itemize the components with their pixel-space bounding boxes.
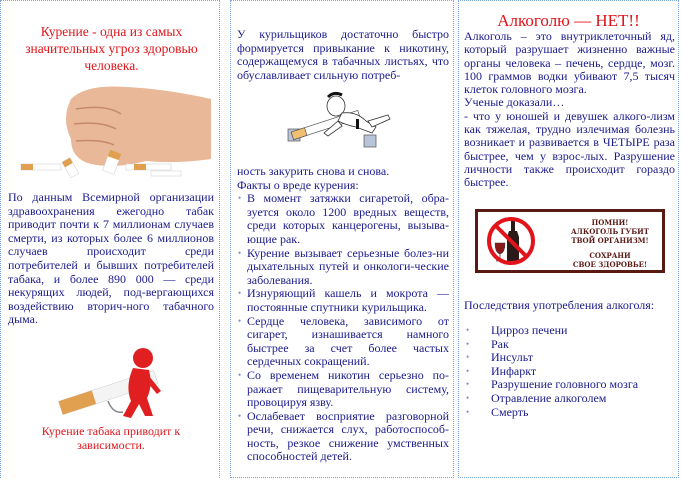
consequence-text: Отравление алкоголем: [491, 390, 607, 405]
scientists-proved: Ученые доказали…: [464, 95, 565, 110]
consequence-text: Инфаркт: [491, 363, 537, 378]
consequence-text: Рак: [491, 336, 509, 351]
fact-item: [237, 315, 449, 369]
alcohol-text: [464, 30, 675, 190]
sign-line: ТВОЙ ОРГАНИЗМ!: [571, 236, 649, 245]
bullet-icon: •: [466, 338, 470, 349]
column-smoking-threat: [0, 0, 220, 478]
fact-item: [237, 192, 449, 246]
fact-text: Изнуряющий кашель и мокрота — постоянные спутники курильщика.: [247, 286, 449, 314]
karate-man-breaking-cigarette-image: [276, 91, 396, 151]
bullet-icon: •: [238, 369, 242, 380]
bullet-icon: •: [466, 352, 470, 363]
nicotine-addiction-intro-continued: ность закурить снова и снова.: [237, 164, 390, 178]
alcohol-paragraph: Алкоголь – это внутриклеточный яд, который разрушает жизненно важные органы человека – печень, сердце, мозг. 100 граммов водки убивают 7,5 тысяч клеток головного мозга.: [464, 29, 675, 97]
fact-item: [237, 247, 449, 288]
fact-item: [237, 287, 449, 314]
fact-text: Ослабевает восприятие разговорной речи, снижается слух, работоспособ-ность, резкое снижение умственных способностей детей.: [247, 408, 449, 464]
fact-item: [237, 369, 449, 410]
bullet-icon: •: [466, 325, 470, 335]
consequence-item: [464, 365, 675, 379]
consequence-item: [464, 351, 675, 365]
bullet-icon: •: [466, 406, 470, 417]
sign-line: ПОМНИ!: [591, 218, 629, 227]
column-smoking-facts: [230, 0, 454, 478]
dependency-caption: Курение табака приводит к зависимости.: [41, 424, 181, 452]
column-alcohol: [458, 0, 679, 478]
fist-crushing-cigarettes-image: [16, 79, 211, 179]
who-statistics-paragraph: По данным Всемирной организации здравоохранения ежегодно табак приводит почти к 7 миллионам случаев смерти, из которых более 6 миллионов случаев происходит среди потребителей и бывших потребителей табака, и более 890 000 — среди некурящих людей, под-вергающихся воздействию вторич-ного табачного дыма.: [8, 190, 214, 327]
fact-text: Курение вызывает серьезные болез-ни дыхательных путей и онкологи-ческие заболевания.: [247, 245, 449, 287]
alcohol-title: Алкоголю — НЕТ!!: [497, 11, 640, 30]
consequence-text: Смерть: [491, 404, 529, 419]
column1-title: Курение - одна из самых значительных угроз здоровью человека.: [25, 24, 198, 73]
sign-line: СОХРАНИ: [589, 251, 631, 260]
warning-sign-text: [560, 218, 660, 269]
facts-heading: Факты о вреде курения:: [237, 177, 359, 192]
facts-list: [237, 192, 449, 464]
alcohol-consequences: [464, 298, 675, 419]
no-alcohol-icon: [483, 215, 539, 267]
facts-block: [237, 165, 449, 464]
fact-text: Сердце человека, зависимого от сигарет, изнашивается намного быстрее за счет более частых сердечных сокращений.: [247, 313, 449, 369]
youth-alcoholism-paragraph: - что у юношей и девушек алкого-лизм как тяжелая, трудно излечимая болезнь возникает и развивается в ЧЕТЫРЕ раза быстрее, чем у взрос-лых. Разрушение личности также происходит гораздо быстрее.: [464, 108, 675, 190]
consequence-item: [464, 406, 675, 420]
red-man-chained-to-cigarette-image: [53, 346, 173, 421]
bullet-icon: •: [238, 410, 242, 421]
consequence-item: [464, 338, 675, 352]
bullet-icon: •: [466, 365, 470, 376]
fact-text: В момент затяжки сигаретой, обра-зуется около 1200 вредных веществ, среди которых канцерогены, вызыва-ющие рак.: [247, 191, 449, 246]
consequences-heading: Последствия употребления алкоголя:: [464, 298, 655, 312]
consequence-text: Разрушение головного мозга: [491, 377, 639, 392]
bullet-icon: •: [466, 392, 470, 403]
consequence-item: [464, 378, 675, 392]
bullet-icon: •: [238, 247, 242, 258]
consequence-item: [464, 392, 675, 406]
consequence-item: [464, 324, 675, 338]
bullet-icon: •: [238, 193, 242, 204]
nicotine-addiction-intro: У курильщиков достаточно быстро формируется привыкание к никотину, содержащемуся в табачных листьях, что обуславливает сильную потреб-: [237, 27, 449, 82]
alcohol-warning-sign: [475, 209, 665, 273]
sign-line: СВОЕ ЗДОРОВЬЕ!: [572, 260, 648, 269]
bullet-icon: •: [466, 379, 470, 390]
bullet-icon: •: [238, 315, 242, 326]
bullet-icon: •: [238, 288, 242, 299]
consequences-list: [464, 324, 675, 419]
fact-item: [237, 410, 449, 464]
consequence-text: Цирроз печени: [491, 323, 568, 337]
consequence-text: Инсульт: [491, 350, 533, 365]
sign-line: АЛКОГОЛЬ ГУБИТ: [570, 227, 649, 236]
fact-text: Со временем никотин серьезно по-ражает пищеварительную систему, провоцируя язву.: [247, 367, 449, 410]
